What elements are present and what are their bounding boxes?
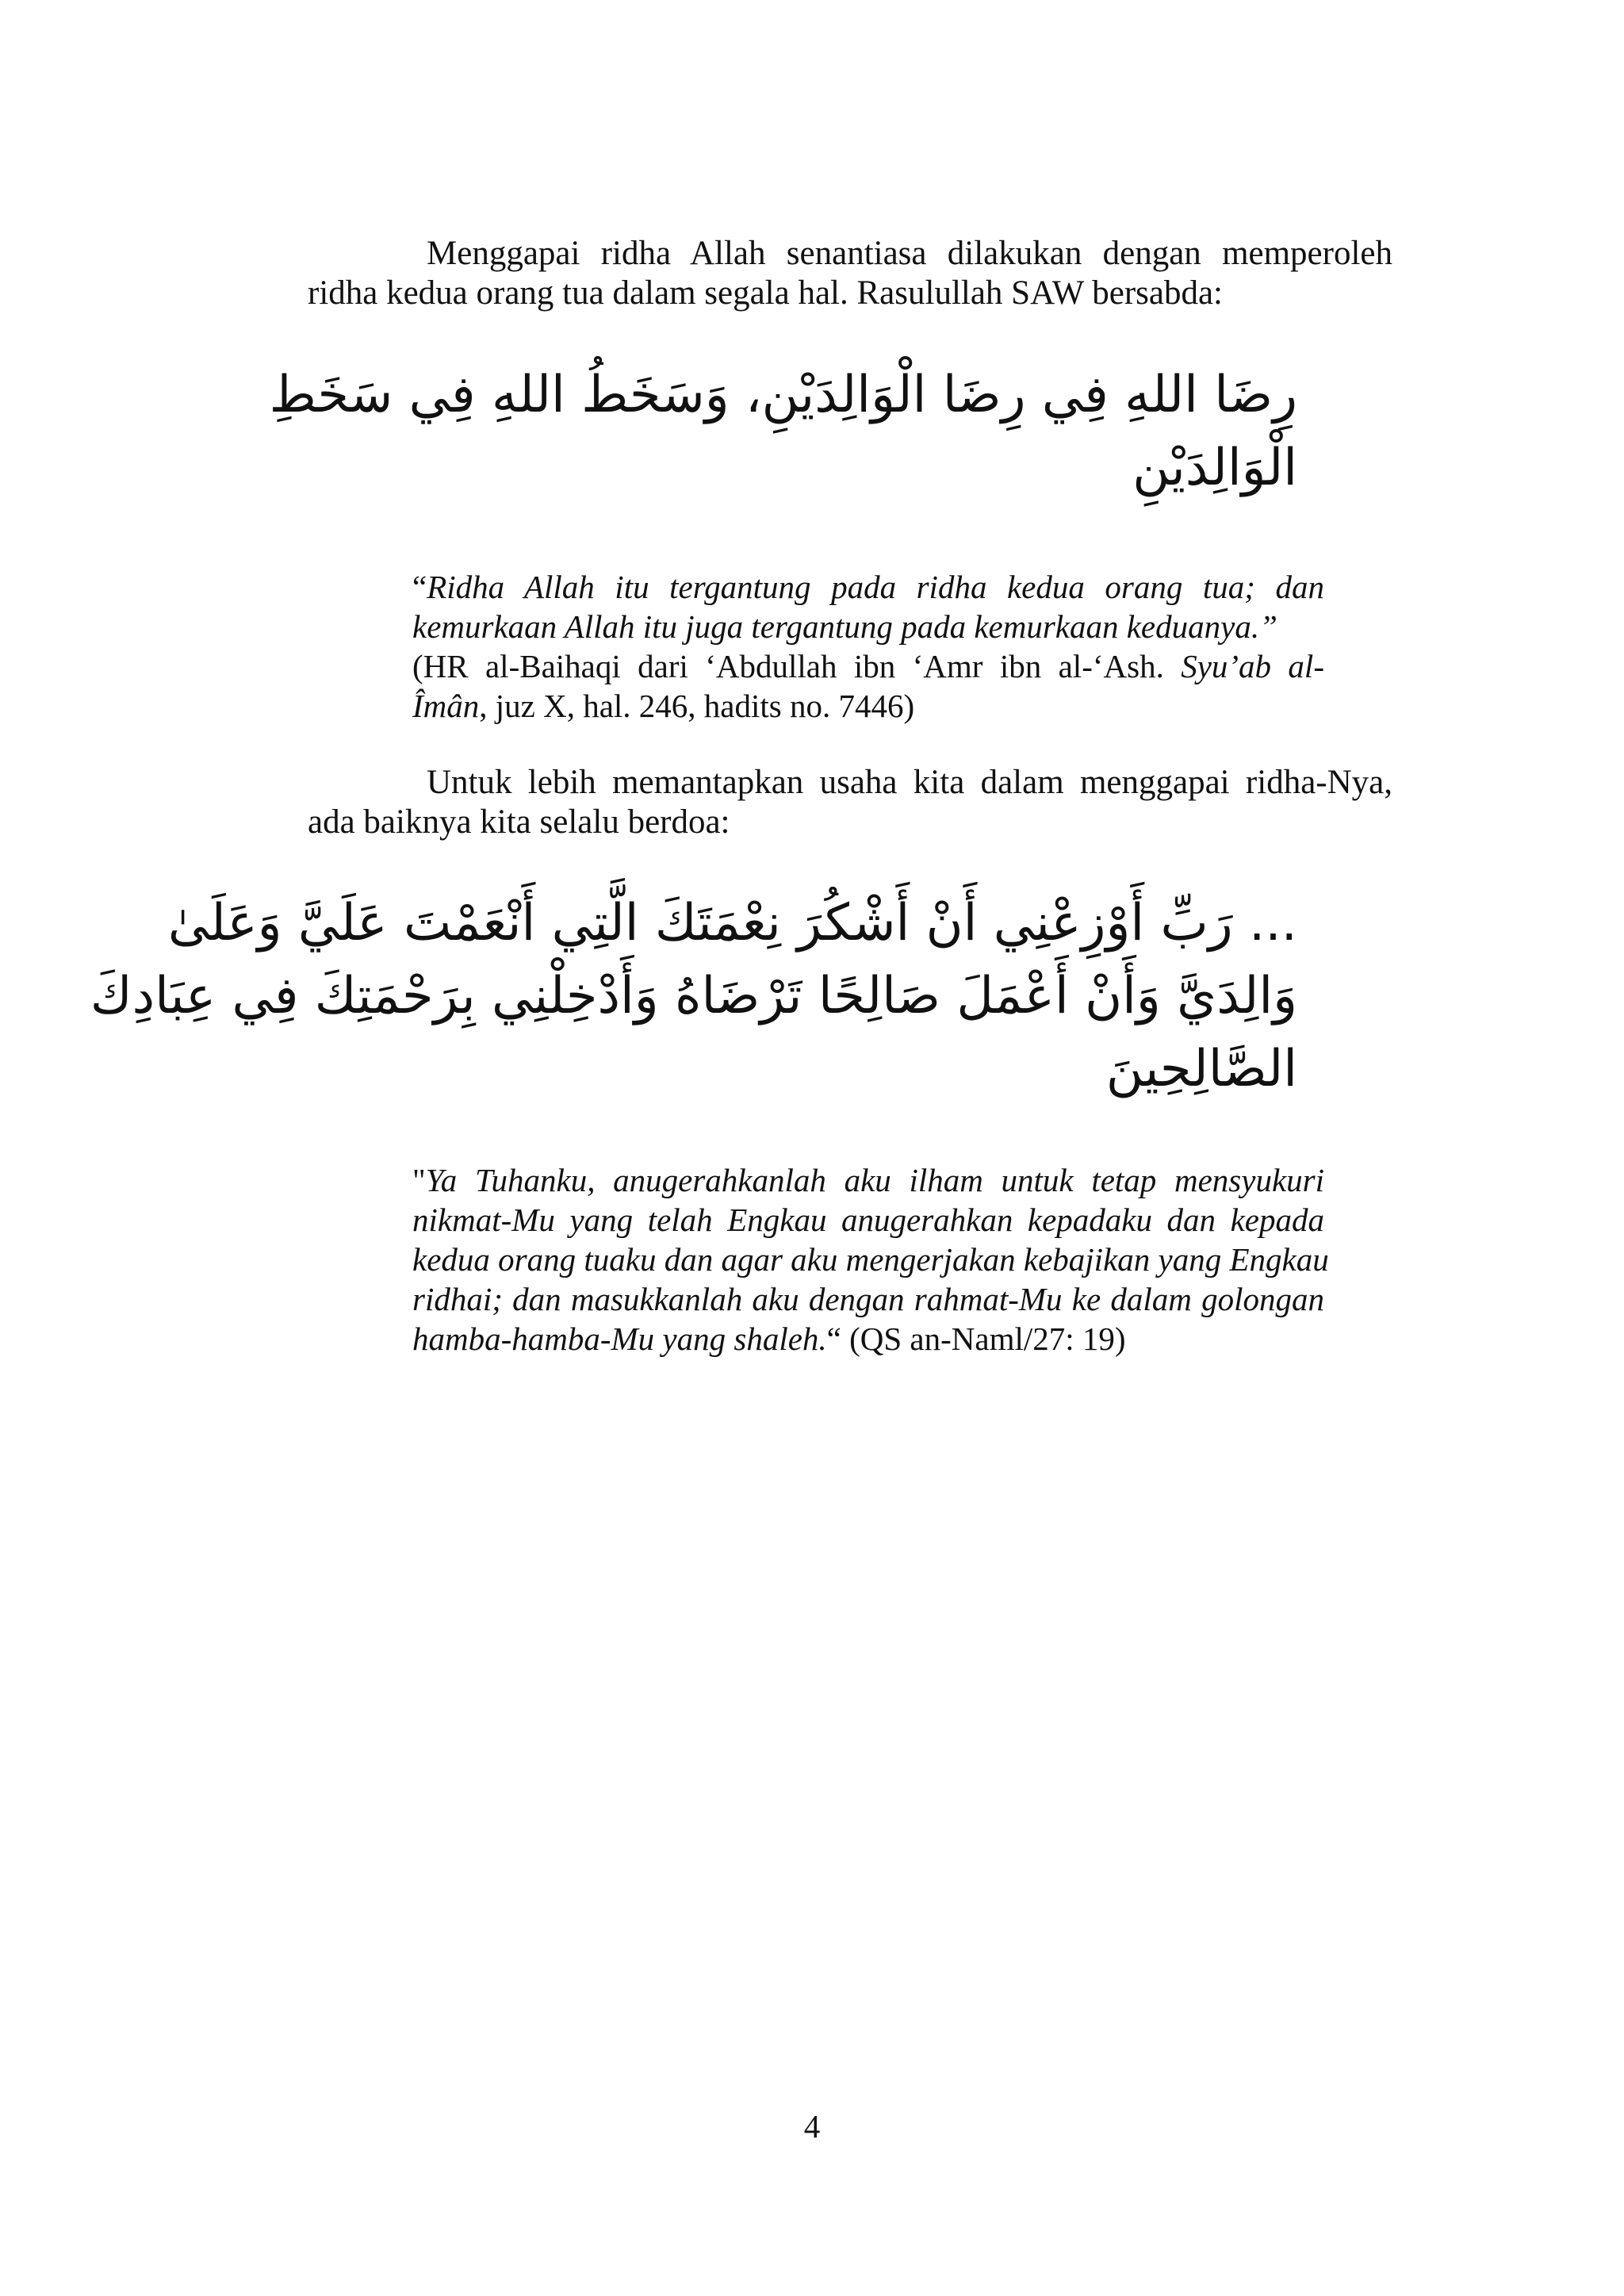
doa-arabic-text xyxy=(90,887,1297,1106)
hadith-arabic-line-2: الْوَالِدَيْنِ xyxy=(1132,439,1297,497)
hadith-source-detail: , juz X, hal. 246, hadits no. 7446) xyxy=(479,688,915,724)
hadith-arabic-line-1: رِضَا اللهِ فِي رِضَا الْوَالِدَيْنِ، وَسَخَطُ اللهِ فِي سَخَطِ xyxy=(269,366,1297,424)
doa-arabic-line-1: ... رَبِّ أَوْزِعْنِي أَنْ أَشْكُرَ نِعْمَتَكَ الَّتِي أَنْعَمْتَ عَلَيَّ وَعَلَىٰ xyxy=(167,894,1297,953)
doa-translation-line-2 xyxy=(412,1200,1324,1240)
hadith-translation xyxy=(412,567,1324,726)
doa-intro-paragraph xyxy=(308,763,1392,842)
hadith-source-text: (HR al-Baihaqi dari ‘Abdullah ibn ‘Amr ibn al-‘Ash. xyxy=(412,648,1182,684)
intro-paragraph xyxy=(308,234,1392,313)
page-number: 4 xyxy=(803,2108,821,2145)
doa-arabic-line-3: الصَّالِحِينَ xyxy=(1105,1040,1297,1098)
doa-translation-l2: nikmat-Mu yang telah Engkau anugerahkan kepadaku dan kepada xyxy=(412,1202,1324,1238)
doa-translation-line-5 xyxy=(412,1319,1324,1359)
hadith-source-line-2 xyxy=(412,686,1324,726)
doa-intro-line-1: Untuk lebih memantapkan usaha kita dalam menggapai ridha-Nya, xyxy=(427,764,1392,801)
open-quote: “ xyxy=(412,569,427,605)
hadith-translation-line-1 xyxy=(412,567,1324,607)
doa-arabic-line-2: وَالِدَيَّ وَأَنْ أَعْمَلَ صَالِحًا تَرْضَاهُ وَأَدْخِلْنِي بِرَحْمَتِكَ فِي عِبَادِكَ xyxy=(90,967,1297,1025)
hadith-arabic-text xyxy=(269,358,1297,504)
hadith-translation-line-2 xyxy=(412,607,1324,646)
doa-source: “ (QS an-Naml/27: 19) xyxy=(826,1320,1126,1357)
doa-open-quote: " xyxy=(412,1162,426,1198)
hadith-source-line-1 xyxy=(412,646,1324,686)
doa-translation-l3: kedua orang tuaku dan agar aku mengerjakan kebajikan yang Engkau xyxy=(412,1241,1329,1278)
intro-line-2: ridha kedua orang tua dalam segala hal. Rasulullah SAW bersabda: xyxy=(308,274,1224,312)
doa-translation-line-3 xyxy=(412,1240,1329,1279)
hadith-source-book: Syu’ab al- xyxy=(1181,648,1324,684)
hadith-translation-l2: kemurkaan Allah itu juga tergantung pada kemurkaan keduanya.” xyxy=(412,608,1277,645)
hadith-translation-l1: Ridha Allah itu tergantung pada ridha kedua orang tua; dan xyxy=(427,569,1324,605)
doa-translation-l1: Ya Tuhanku, anugerahkanlah aku ilham untuk tetap mensyukuri xyxy=(425,1162,1324,1198)
doa-translation-line-4 xyxy=(412,1279,1324,1319)
doa-translation-l5: hamba-hamba-Mu yang shaleh. xyxy=(412,1320,827,1357)
doa-translation xyxy=(412,1160,1329,1359)
doa-translation-l4: ridhai; dan masukkanlah aku dengan rahmat-Mu ke dalam golongan xyxy=(412,1281,1324,1317)
doa-translation-line-1 xyxy=(412,1160,1324,1200)
hadith-source-book-cont: Îmân xyxy=(412,688,480,724)
doa-intro-line-2: ada baiknya kita selalu berdoa: xyxy=(308,803,730,841)
intro-line-1: Menggapai ridha Allah senantiasa dilakukan dengan memperoleh xyxy=(427,235,1392,272)
